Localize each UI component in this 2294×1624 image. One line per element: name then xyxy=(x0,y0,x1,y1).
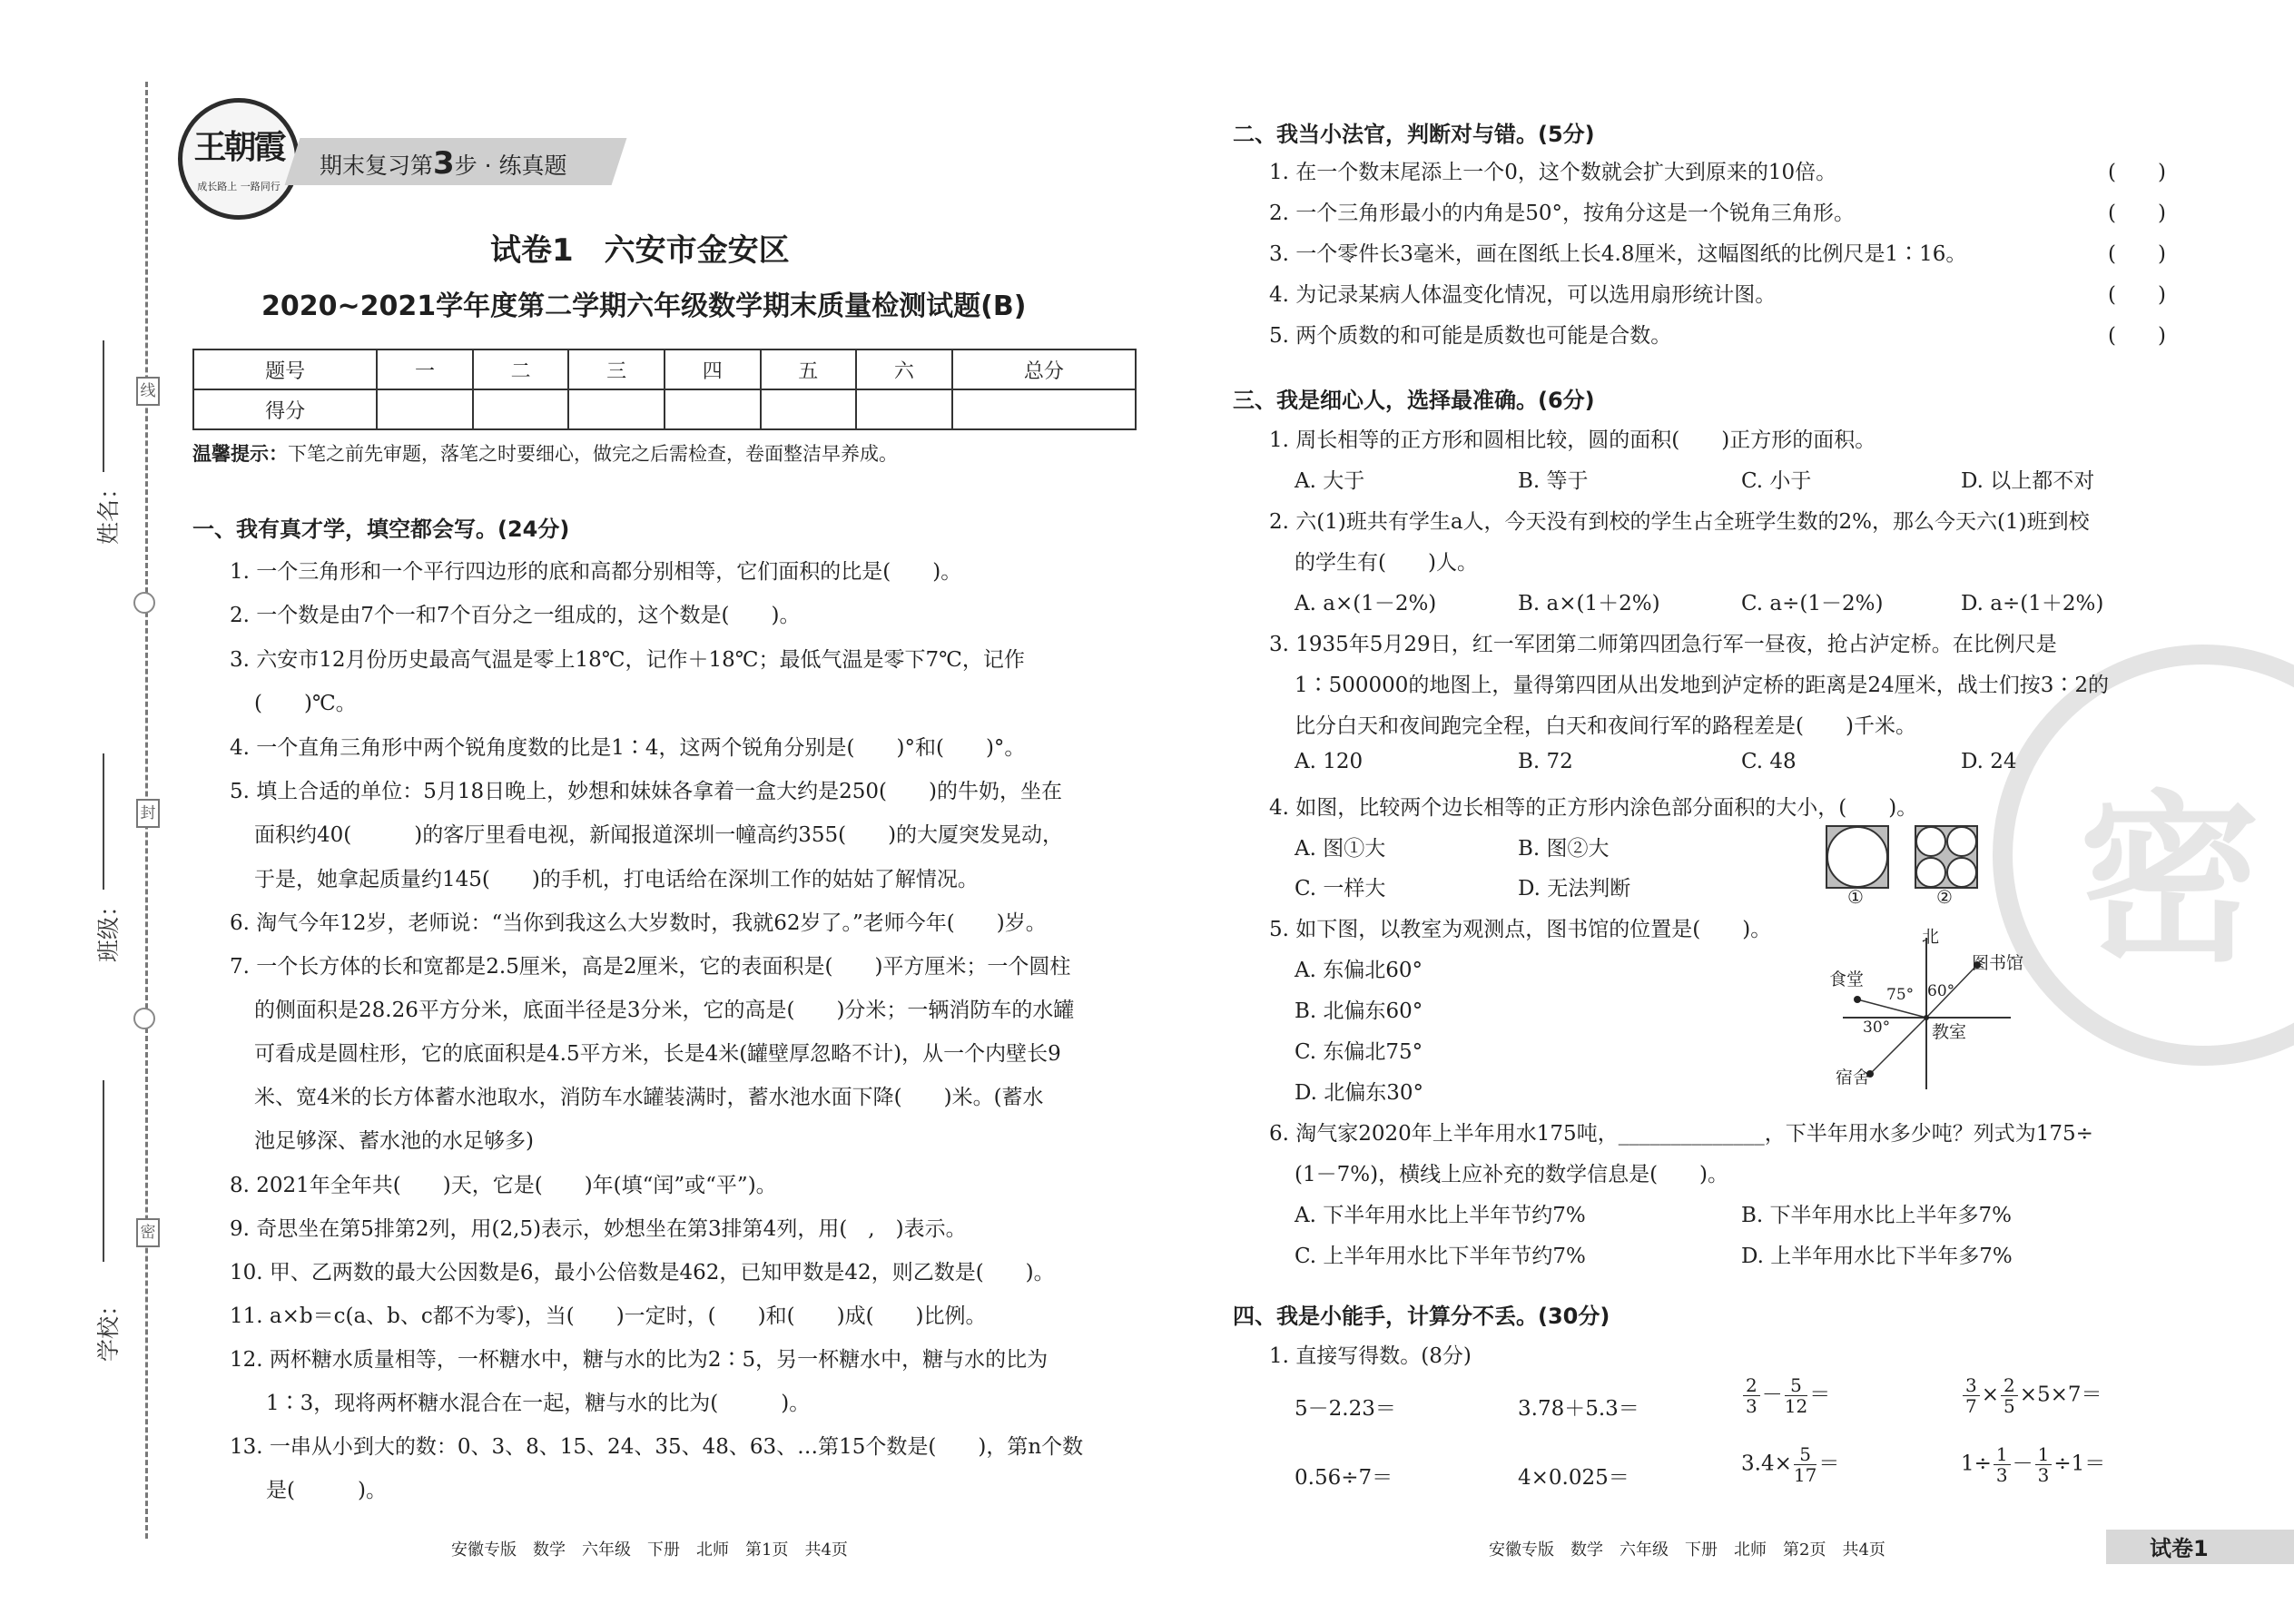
dorm-label: 宿舍 xyxy=(1836,1068,1871,1088)
s1-line: 13. 一串从小到大的数：0、3、8、15、24、35、48、63、…第15个数是( )，第n个数 xyxy=(230,1435,1084,1459)
score-header-cell: 六 xyxy=(856,349,952,389)
north-label: 北 xyxy=(1922,927,1940,947)
calc-item: 3.78＋5.3＝ xyxy=(1518,1397,1639,1421)
answer-paren[interactable]: ( ) xyxy=(2108,202,2166,225)
class-line xyxy=(103,753,104,890)
s1-line: 6. 淘气今年12岁，老师说：“当你到我这么大岁数时，我就62岁了。”老师今年( )岁。 xyxy=(230,911,1047,935)
calc-item: 0.56÷7＝ xyxy=(1295,1466,1393,1490)
section4-title: 四、我是小能手，计算分不丢。(30分) xyxy=(1233,1304,1610,1329)
score-header-cell: 二 xyxy=(473,349,569,389)
calc-item: 5－2.23＝ xyxy=(1295,1397,1396,1421)
answer-paren[interactable]: ( ) xyxy=(2108,283,2166,307)
angle-30: 30° xyxy=(1863,1019,1891,1037)
s1-line: 4. 一个直角三角形中两个锐角度数的比是1∶4，这两个锐角分别是( )°和( )°。 xyxy=(230,736,1026,760)
option: A. 东偏北60° xyxy=(1295,959,1423,982)
judge-item: 5. 两个质数的和可能是质数也可能是合数。 xyxy=(1269,324,1672,348)
s1-line: 10. 甲、乙两数的最大公因数是6，最小公倍数是462，已知甲数是42，则乙数是( )。 xyxy=(230,1261,1055,1284)
calc-item-fraction: $\frac{3}{7}$ × $\frac{2}{5}$ ×5×7＝ xyxy=(1961,1375,2102,1416)
s3-q2: 的学生有( )人。 xyxy=(1295,551,1478,575)
s1-line: 米、宽4米的长方体蓄水池取水，消防车水罐装满时，蓄水池水面下降( )米。(蓄水 xyxy=(254,1086,1044,1109)
school-line xyxy=(103,1080,104,1262)
figure-label: ② xyxy=(1936,886,1953,908)
binding-word-seal: 封 xyxy=(136,799,160,828)
figure-2 xyxy=(1915,826,1977,888)
calc-item-fraction: 1÷ $\frac{1}{3}$ － $\frac{1}{3}$ ÷1＝ xyxy=(1961,1443,2106,1486)
option: B. 72 xyxy=(1518,750,1573,773)
option: A. 下半年用水比上半年节约7% xyxy=(1295,1204,1586,1227)
answer-paren[interactable]: ( ) xyxy=(2108,242,2166,266)
step-banner-text: 期末复习第3步 · 练真题 xyxy=(320,145,567,182)
option: D. 北偏东30° xyxy=(1295,1081,1424,1105)
option: B. 等于 xyxy=(1518,469,1589,493)
s1-line: 可看成是圆柱形，它的底面积是4.5平方米，长是4米(罐壁厚忽略不计)，从一个内壁长9 xyxy=(254,1042,1061,1066)
s1-line: 12. 两杯糖水质量相等，一杯糖水中，糖与水的比为2∶5，另一杯糖水中，糖与水的比为 xyxy=(230,1348,1049,1372)
s3-q3: 3. 1935年5月29日，红一军团第二师第四团急行军一昼夜，抢占泸定桥。在比例尺是 xyxy=(1269,633,2057,656)
score-cell xyxy=(377,389,473,429)
score-cell xyxy=(761,389,857,429)
score-header-cell: 四 xyxy=(665,349,761,389)
option: B. 图②大 xyxy=(1518,837,1610,861)
score-cell xyxy=(952,389,1136,429)
judge-item: 1. 在一个数末尾添上一个0，这个数就会扩大到原来的10倍。 xyxy=(1269,161,1837,184)
library-label: 图书馆 xyxy=(1972,953,2024,973)
option: D. 上半年用水比下半年多7% xyxy=(1741,1245,2013,1268)
school-label: 学校： xyxy=(95,1293,122,1362)
paper-badge-text: 试卷1 xyxy=(2150,1536,2209,1561)
score-cell xyxy=(665,389,761,429)
option: C. a÷(1－2%) xyxy=(1741,592,1884,615)
option: A. 大于 xyxy=(1295,469,1365,493)
s1-line: 池足够深、蓄水池的水足够多) xyxy=(254,1129,534,1153)
angle-60: 60° xyxy=(1927,982,1955,1000)
figure-label: ① xyxy=(1847,886,1864,908)
classroom-label: 教室 xyxy=(1932,1022,1967,1042)
judge-item: 2. 一个三角形最小的内角是50°，按角分这是一个锐角三角形。 xyxy=(1269,202,1856,225)
s1-line: 于是，她拿起质量约145( )的手机，打电话给在深圳工作的姑姑了解情况。 xyxy=(254,868,979,891)
warm-tip: 温馨提示：下笔之前先审题，落笔之时要细心，做完之后需检查，卷面整洁早养成。 xyxy=(192,443,898,465)
answer-paren[interactable]: ( ) xyxy=(2108,324,2166,348)
option: A. a×(1－2%) xyxy=(1295,592,1437,615)
s3-q3: 比分白天和夜间跑完全程，白天和夜间行军的路程差是( )千米。 xyxy=(1295,714,1916,738)
s1-line: 2. 一个数是由7个一和7个百分之一组成的，这个数是( )。 xyxy=(230,604,801,627)
s1-line: 面积约40( )的客厅里看电视，新闻报道深圳一幢高约355( )的大厦突发晃动， xyxy=(254,823,1064,847)
option: D. a÷(1＋2%) xyxy=(1961,592,2104,615)
option: B. a×(1＋2%) xyxy=(1518,592,1660,615)
option: B. 北偏东60° xyxy=(1295,999,1423,1023)
s1-line: 是( )。 xyxy=(266,1479,387,1502)
score-header-cell: 总分 xyxy=(952,349,1136,389)
footer-right: 安徽专版 数学 六年级 下册 北师 第2页 共4页 xyxy=(1489,1540,1885,1560)
s1-line: 1. 一个三角形和一个平行四边形的底和高都分别相等，它们面积的比是( )。 xyxy=(230,560,962,584)
section3-title: 三、我是细心人，选择最准确。(6分) xyxy=(1233,388,1595,413)
calc-item: 4×0.025＝ xyxy=(1518,1466,1629,1490)
score-cell xyxy=(568,389,665,429)
binding-hole xyxy=(133,1008,155,1029)
s1-line: 9. 奇思坐在第5排第2列，用(2,5)表示，妙想坐在第3排第4列，用( , )表示。 xyxy=(230,1217,967,1241)
option: A. 图①大 xyxy=(1295,837,1386,861)
score-cell xyxy=(473,389,569,429)
s3-q1: 1. 周长相等的正方形和圆相比较，圆的面积( )正方形的面积。 xyxy=(1269,428,1876,452)
s4-sub: 1. 直接写得数。(8分) xyxy=(1269,1344,1472,1368)
score-cell xyxy=(856,389,952,429)
footer-left: 安徽专版 数学 六年级 下册 北师 第1页 共4页 xyxy=(451,1540,848,1560)
s3-q5: 5. 如下图，以教室为观测点，图书馆的位置是( )。 xyxy=(1269,918,1772,941)
exam-title: 试卷1 六安市金安区 xyxy=(490,232,790,269)
option: C. 小于 xyxy=(1741,469,1812,493)
score-header-cell: 五 xyxy=(761,349,857,389)
option: C. 东偏北75° xyxy=(1295,1040,1423,1064)
judge-item: 3. 一个零件长3毫米，画在图纸上长4.8厘米，这幅图纸的比例尺是1∶16。 xyxy=(1269,242,1967,266)
name-label: 姓名： xyxy=(95,476,122,545)
answer-paren[interactable]: ( ) xyxy=(2108,161,2166,184)
calc-item-fraction: $\frac{2}{3}$ － $\frac{5}{12}$ ＝ xyxy=(1741,1375,1830,1416)
s3-q3: 1∶500000的地图上，量得第四团从出发地到泸定桥的距离是24厘米，战士们按3∶2的 xyxy=(1295,674,2109,697)
s3-q2: 2. 六(1)班共有学生a人，今天没有到校的学生占全班学生数的2%，那么今天六(1)班到校 xyxy=(1269,510,2090,534)
s1-line: 3. 六安市12月份历史最高气温是零上18℃，记作＋18℃；最低气温是零下7℃，记作 xyxy=(230,648,1025,672)
s3-q6: (1－7%)，横线上应补充的数学信息是( )。 xyxy=(1295,1163,1729,1186)
option: C. 48 xyxy=(1741,750,1797,773)
s1-line: 5. 填上合适的单位：5月18日晚上，妙想和妹妹各拿着一盒大约是250( )的牛奶，坐在 xyxy=(230,780,1063,803)
option: A. 120 xyxy=(1295,750,1364,773)
binding-word-secret: 密 xyxy=(136,1218,160,1247)
score-table xyxy=(192,349,1137,430)
score-row-label: 得分 xyxy=(193,389,377,429)
exam-subtitle: 2020~2021学年度第二学期六年级数学期末质量检测试题(B) xyxy=(261,290,1027,322)
secret-stamp-char: 密 xyxy=(2079,775,2261,987)
s1-line: ( )℃。 xyxy=(254,692,357,715)
binding-word-line: 线 xyxy=(136,377,160,406)
score-header-cell: 三 xyxy=(568,349,665,389)
calc-item-fraction: 3.4× $\frac{5}{17}$ ＝ xyxy=(1741,1443,1840,1486)
judge-item: 4. 为记录某病人体温变化情况，可以选用扇形统计图。 xyxy=(1269,283,1777,307)
canteen-label: 食堂 xyxy=(1829,969,1865,989)
option: C. 一样大 xyxy=(1295,877,1386,901)
option: D. 以上都不对 xyxy=(1961,469,2095,493)
s1-line: 11. a×b＝c(a、b、c都不为零)，当( )一定时，( )和( )成( )比例。 xyxy=(230,1304,987,1328)
option: D. 24 xyxy=(1961,750,2017,773)
section1-title: 一、我有真才学，填空都会写。(24分) xyxy=(192,517,570,542)
s1-line: 的侧面积是28.26平方分米，底面半径是3分米，它的高是( )分米；一辆消防车的水罐 xyxy=(254,999,1075,1022)
class-label: 班级： xyxy=(95,893,122,962)
option: C. 上半年用水比下半年节约7% xyxy=(1295,1245,1586,1268)
binding-hole xyxy=(133,592,155,614)
s1-line: 7. 一个长方体的长和宽都是2.5厘米，高是2厘米，它的表面积是( )平方厘米；一个圆柱 xyxy=(230,955,1071,979)
s1-line: 1∶3，现将两杯糖水混合在一起，糖与水的比为( )。 xyxy=(266,1392,811,1415)
figure-1 xyxy=(1826,826,1888,888)
publisher-logo: 王朝霞 成长路上 一路同行 xyxy=(178,98,300,220)
option: D. 无法判断 xyxy=(1518,877,1631,901)
s1-line: 8. 2021年全年共( )天，它是( )年(填“闰”或“平”)。 xyxy=(230,1174,777,1197)
name-line xyxy=(103,340,104,472)
score-header-cell: 题号 xyxy=(193,349,377,389)
s3-q4: 4. 如图，比较两个边长相等的正方形内涂色部分面积的大小，( )。 xyxy=(1269,796,1918,820)
section2-title: 二、我当小法官，判断对与错。(5分) xyxy=(1233,122,1595,147)
s3-q6: 6. 淘气家2020年上半年用水175吨，______________，下半年用水多少吨？列式为175÷ xyxy=(1269,1122,2093,1146)
angle-75: 75° xyxy=(1886,986,1915,1004)
option: B. 下半年用水比上半年多7% xyxy=(1741,1204,2013,1227)
score-header-cell: 一 xyxy=(377,349,473,389)
